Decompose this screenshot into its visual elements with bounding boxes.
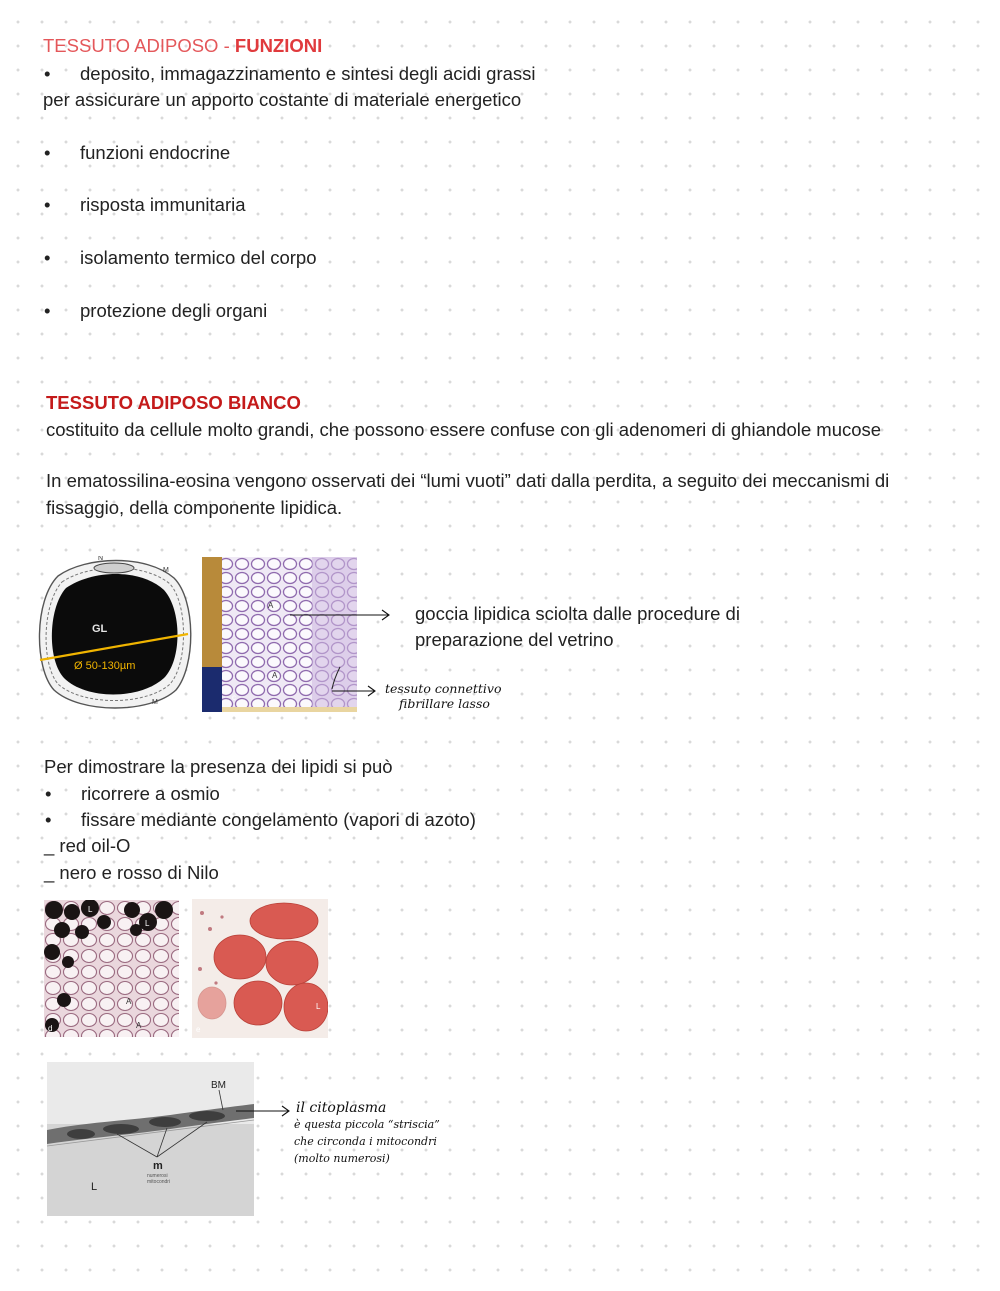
em-label-bm: BM bbox=[211, 1080, 226, 1091]
annotation-droplet-line2: preparazione del vetrino bbox=[415, 629, 614, 650]
note-cytoplasm-line4: (molto numerosi) bbox=[294, 1152, 390, 1165]
section1-title bbox=[43, 33, 322, 59]
arrow-cytoplasm bbox=[236, 1104, 294, 1118]
annotation-connective-line2: fibrillare lasso bbox=[399, 696, 490, 711]
bullet-osmio: • ricorrere a osmio bbox=[81, 781, 220, 807]
section1-title-prefix: TESSUTO ADIPOSO - bbox=[43, 35, 235, 56]
annotation-connective-line1: tessuto connettivo bbox=[385, 681, 502, 696]
cell-diameter-label: Ø 50-130µm bbox=[74, 660, 136, 672]
section1-title-emph: FUNZIONI bbox=[234, 35, 323, 56]
em-label-m-note-1: numerosi bbox=[147, 1173, 168, 1179]
section2-para2-line2: fissaggio, della componente lipidica. bbox=[46, 497, 343, 518]
cell-membrane-bottom-label: M bbox=[152, 699, 158, 706]
micrograph-label-a1: A bbox=[268, 601, 274, 610]
section3-intro: Per dimostrare la presenza dei lipidi si può bbox=[44, 756, 393, 777]
red-oil-label-l: L bbox=[316, 1002, 321, 1011]
bullet-thermal: • isolamento termico del corpo bbox=[80, 245, 317, 271]
em-label-m-note-2: mitocondri bbox=[147, 1179, 171, 1185]
osmium-label-l2: L bbox=[145, 919, 150, 928]
bullet-immune: • risposta immunitaria bbox=[80, 192, 246, 218]
micrograph-label-a2: A bbox=[272, 671, 278, 680]
em-label-m: m bbox=[153, 1160, 163, 1172]
arrow-connective bbox=[332, 684, 380, 698]
adipocyte-diagram bbox=[36, 556, 192, 712]
cell-droplet-label: GL bbox=[92, 623, 108, 635]
bullet-freezing: • fissare mediante congelamento (vapori di azoto) bbox=[81, 807, 476, 833]
note-cytoplasm-line3: che circonda i mitocondri bbox=[294, 1135, 437, 1148]
red-oil-micrograph bbox=[192, 899, 328, 1038]
electron-micrograph bbox=[47, 1062, 254, 1216]
osmium-panel-label: d bbox=[48, 1024, 53, 1033]
osmium-label-a2: A bbox=[136, 1021, 142, 1030]
section2-para1: costituito da cellule molto grandi, che possono essere confuse con gli adenomeri di ghiandole mucose bbox=[46, 419, 882, 440]
cell-nucleus-label: N bbox=[98, 556, 104, 562]
note-cytoplasm-line2: è questa piccola “striscia” bbox=[294, 1118, 440, 1131]
annotation-droplet-line1: goccia lipidica sciolta dalle procedure di bbox=[415, 603, 740, 624]
red-oil-panel-label: e bbox=[196, 1025, 201, 1034]
osmium-micrograph bbox=[44, 900, 179, 1037]
note-cytoplasm-line1: il citoplasma bbox=[296, 1100, 387, 1116]
dash-nile: _ nero e rosso di Nilo bbox=[44, 862, 219, 883]
bullet-protection: • protezione degli organi bbox=[80, 298, 267, 324]
bullet-deposito: • deposito, immagazzinamento e sintesi degli acidi grassi bbox=[80, 61, 536, 87]
osmium-label-a1: A bbox=[126, 997, 132, 1006]
bullet-endocrine: • funzioni endocrine bbox=[80, 140, 230, 166]
section2-title: TESSUTO ADIPOSO BIANCO bbox=[46, 392, 301, 413]
em-label-l: L bbox=[91, 1181, 98, 1193]
osmium-label-l1: L bbox=[88, 905, 93, 914]
section2-para2-line1: In ematossilina-eosina vengono osservati dei “lumi vuoti” dati dalla perdita, a seguito dei meccanismi di bbox=[46, 470, 890, 491]
cell-membrane-top-label: M bbox=[163, 567, 169, 574]
arrow-droplet bbox=[290, 608, 395, 622]
micrograph-panel-label: c bbox=[232, 693, 236, 702]
dash-red-oil: _ red oil-O bbox=[44, 835, 131, 856]
bullet-deposito-continuation: per assicurare un apporto costante di materiale energetico bbox=[43, 89, 522, 110]
